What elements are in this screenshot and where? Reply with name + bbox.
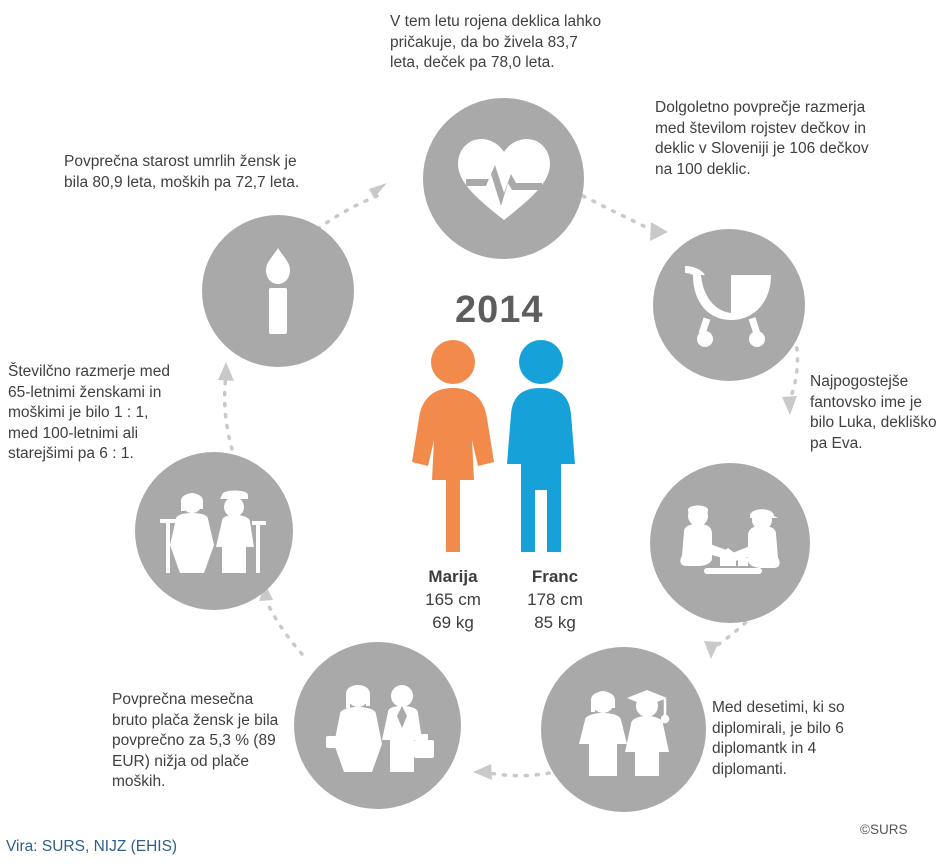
couple-figures: [408, 340, 588, 555]
callout-elderly-ratio: Številčno razmerje med 65-letnimi ženskami in moškimi je bilo 1 : 1, med 100-letnimi ali starejšimi pa 6 : 1.: [8, 363, 170, 463]
node-graduates[interactable]: [541, 647, 706, 812]
heartbeat-icon: [456, 136, 552, 222]
man-figure-icon: [507, 340, 575, 552]
callout-birth-ratio: Dolgoletno povprečje razmerja med številom rojstev dečkov in deklic v Sloveniji je 106 dečkov na 100 deklic.: [655, 99, 869, 178]
elderly-couple-icon: [160, 485, 268, 577]
figure-label-female: [398, 566, 508, 635]
callout-birth-life-expectancy: V tem letu rojena deklica lahko pričakuje, da bo živela 83,7 leta, deček pa 78,0 leta.: [390, 13, 602, 72]
workers-icon: [322, 678, 434, 774]
candle-icon: [252, 246, 304, 336]
female-weight: 69 kg: [432, 612, 474, 632]
node-birth-life-expectancy[interactable]: [423, 98, 584, 259]
node-popular-names[interactable]: [650, 463, 810, 623]
female-name: Marija: [428, 567, 478, 586]
female-height: 165 cm: [425, 589, 481, 609]
male-name: Franc: [531, 567, 579, 586]
source-label: Vira: SURS, NIJZ (EHIS): [6, 838, 178, 855]
baby-stroller-icon: [681, 263, 777, 347]
callout-popular-names: Najpogostejše fantovsko ime je bilo Luka, dekliško pa Eva.: [810, 373, 937, 452]
callout-death-age: Povprečna starost umrlih žensk je bila 80,9 leta, moških pa 72,7 leta.: [64, 153, 300, 191]
node-birth-ratio[interactable]: [653, 229, 805, 381]
callout-graduates: Med desetimi, ki so diplomirali, je bilo 6 diplomantk in 4 diplomanti.: [712, 699, 845, 778]
figure-label-male: [500, 566, 610, 635]
node-elderly-ratio[interactable]: [135, 452, 293, 610]
graduates-icon: [569, 682, 679, 778]
woman-figure-icon: [412, 340, 494, 552]
page-title: 2014: [455, 289, 544, 331]
callout-salary: Povprečna mesečna bruto plača žensk je bila povprečno za 5,3 % (89 EUR) nižja od plače moških.: [112, 691, 279, 791]
node-death-age[interactable]: [202, 215, 354, 367]
male-height: 178 cm: [527, 589, 583, 609]
children-playing-icon: [674, 504, 786, 582]
copyright-label: ©SURS: [860, 822, 908, 837]
node-salary[interactable]: [294, 642, 461, 809]
male-weight: 85 kg: [534, 612, 576, 632]
